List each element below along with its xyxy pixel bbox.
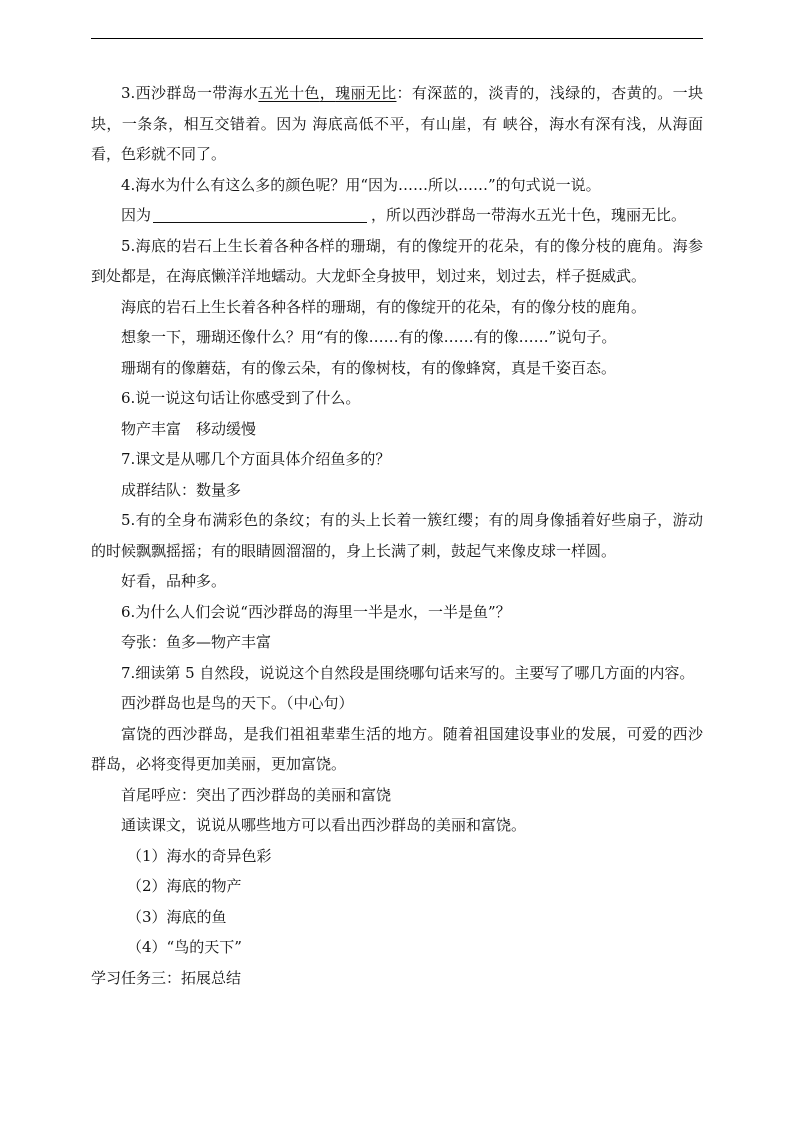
document-body (91, 78, 703, 993)
answer-feeling: 物产丰富 移动缓慢 (121, 419, 257, 438)
answer-exaggeration: 夸张：鱼多—物产丰富 (121, 633, 272, 651)
underlined-phrase: 五光十色 (258, 84, 320, 102)
paragraph-coral: 5.海底的岩石上生长着各种各样的珊瑚，有的像绽开的花朵，有的像分枝的鹿角。海参到处都是，在海底懒洋洋地蠕动。大龙虾全身披甲，划过来，划过去，样子挺威武。 (91, 236, 703, 285)
fill-in-sentence: 因为 ，所以西沙群岛一带海水五光十色，瑰丽无比。 (121, 206, 687, 224)
list-item: （4）“鸟的天下” (127, 938, 242, 956)
answer-echo: 首尾呼应：突出了西沙群岛的美丽和富饶 (121, 785, 392, 804)
question-feeling: 6.说一说这句话让你感受到了什么。 (121, 389, 361, 407)
central-sentence: 西沙群岛也是鸟的天下。（中心句） (121, 694, 354, 712)
question-colors: 4.海水为什么有这么多的颜色呢？用“因为……所以……”的句式说一说。 (121, 175, 601, 194)
question-paragraph-5: 7.细读第 5 自然段，说说这个自然段是围绕哪句话来写的。主要写了哪几方面的内容。 (121, 663, 695, 682)
question-fish: 7.课文是从哪几个方面具体介绍鱼多的？ (121, 450, 391, 468)
question-summary: 通读课文，说说从哪些地方可以看出西沙群岛的美丽和富饶。 (121, 816, 527, 834)
answer-fish-count: 成群结队：数量多 (121, 480, 242, 499)
section-heading: 学习任务三：拓展总结 (91, 968, 242, 987)
list-item: （2）海底的物产 (127, 877, 242, 895)
answer-blank[interactable] (153, 204, 367, 223)
list-item: （3）海底的鱼 (127, 907, 227, 926)
question-half-fish: 6.为什么人们会说“西沙群岛的海里一半是水，一半是鱼”？ (121, 602, 511, 621)
underlined-comma: ， (319, 84, 336, 102)
question-imagine: 想象一下，珊瑚还像什么？用“有的像……有的像……有的像……”说句子。 (121, 328, 617, 346)
list-item: （1）海水的奇异色彩 (127, 846, 272, 865)
paragraph-coral-repeat: 海底的岩石上生长着各种各样的珊瑚，有的像绽开的花朵，有的像分枝的鹿角。 (121, 297, 647, 316)
answer-fish-variety: 好看，品种多。 (121, 572, 227, 590)
paragraph-fish: 5.有的全身布满彩色的条纹；有的头上长着一簇红缨；有的周身像插着好些扇子，游动的时候飘飘摇摇；有的眼睛圆溜溜的，身上长满了刺，鼓起气来像皮球一样圆。 (91, 511, 703, 560)
header-rule (91, 38, 703, 39)
underlined-phrase: 瑰丽无比 (335, 84, 397, 102)
paragraph-sea-colors: 3.西沙群岛一带海水五光十色，瑰丽无比：有深蓝的，淡青的，浅绿的，杏黄的。一块块，一条条，相互交错着。因为 海底高低不平，有山崖，有 峡谷，海水有深有浅，从海面看，色彩就不同了。 (91, 84, 703, 163)
paragraph-conclusion: 富饶的西沙群岛，是我们祖祖辈辈生活的地方。随着祖国建设事业的发展，可爱的西沙群岛，必将变得更加美丽，更加富饶。 (91, 724, 703, 773)
answer-coral: 珊瑚有的像蘑菇，有的像云朵，有的像树枝，有的像蜂窝，真是千姿百态。 (121, 358, 617, 377)
